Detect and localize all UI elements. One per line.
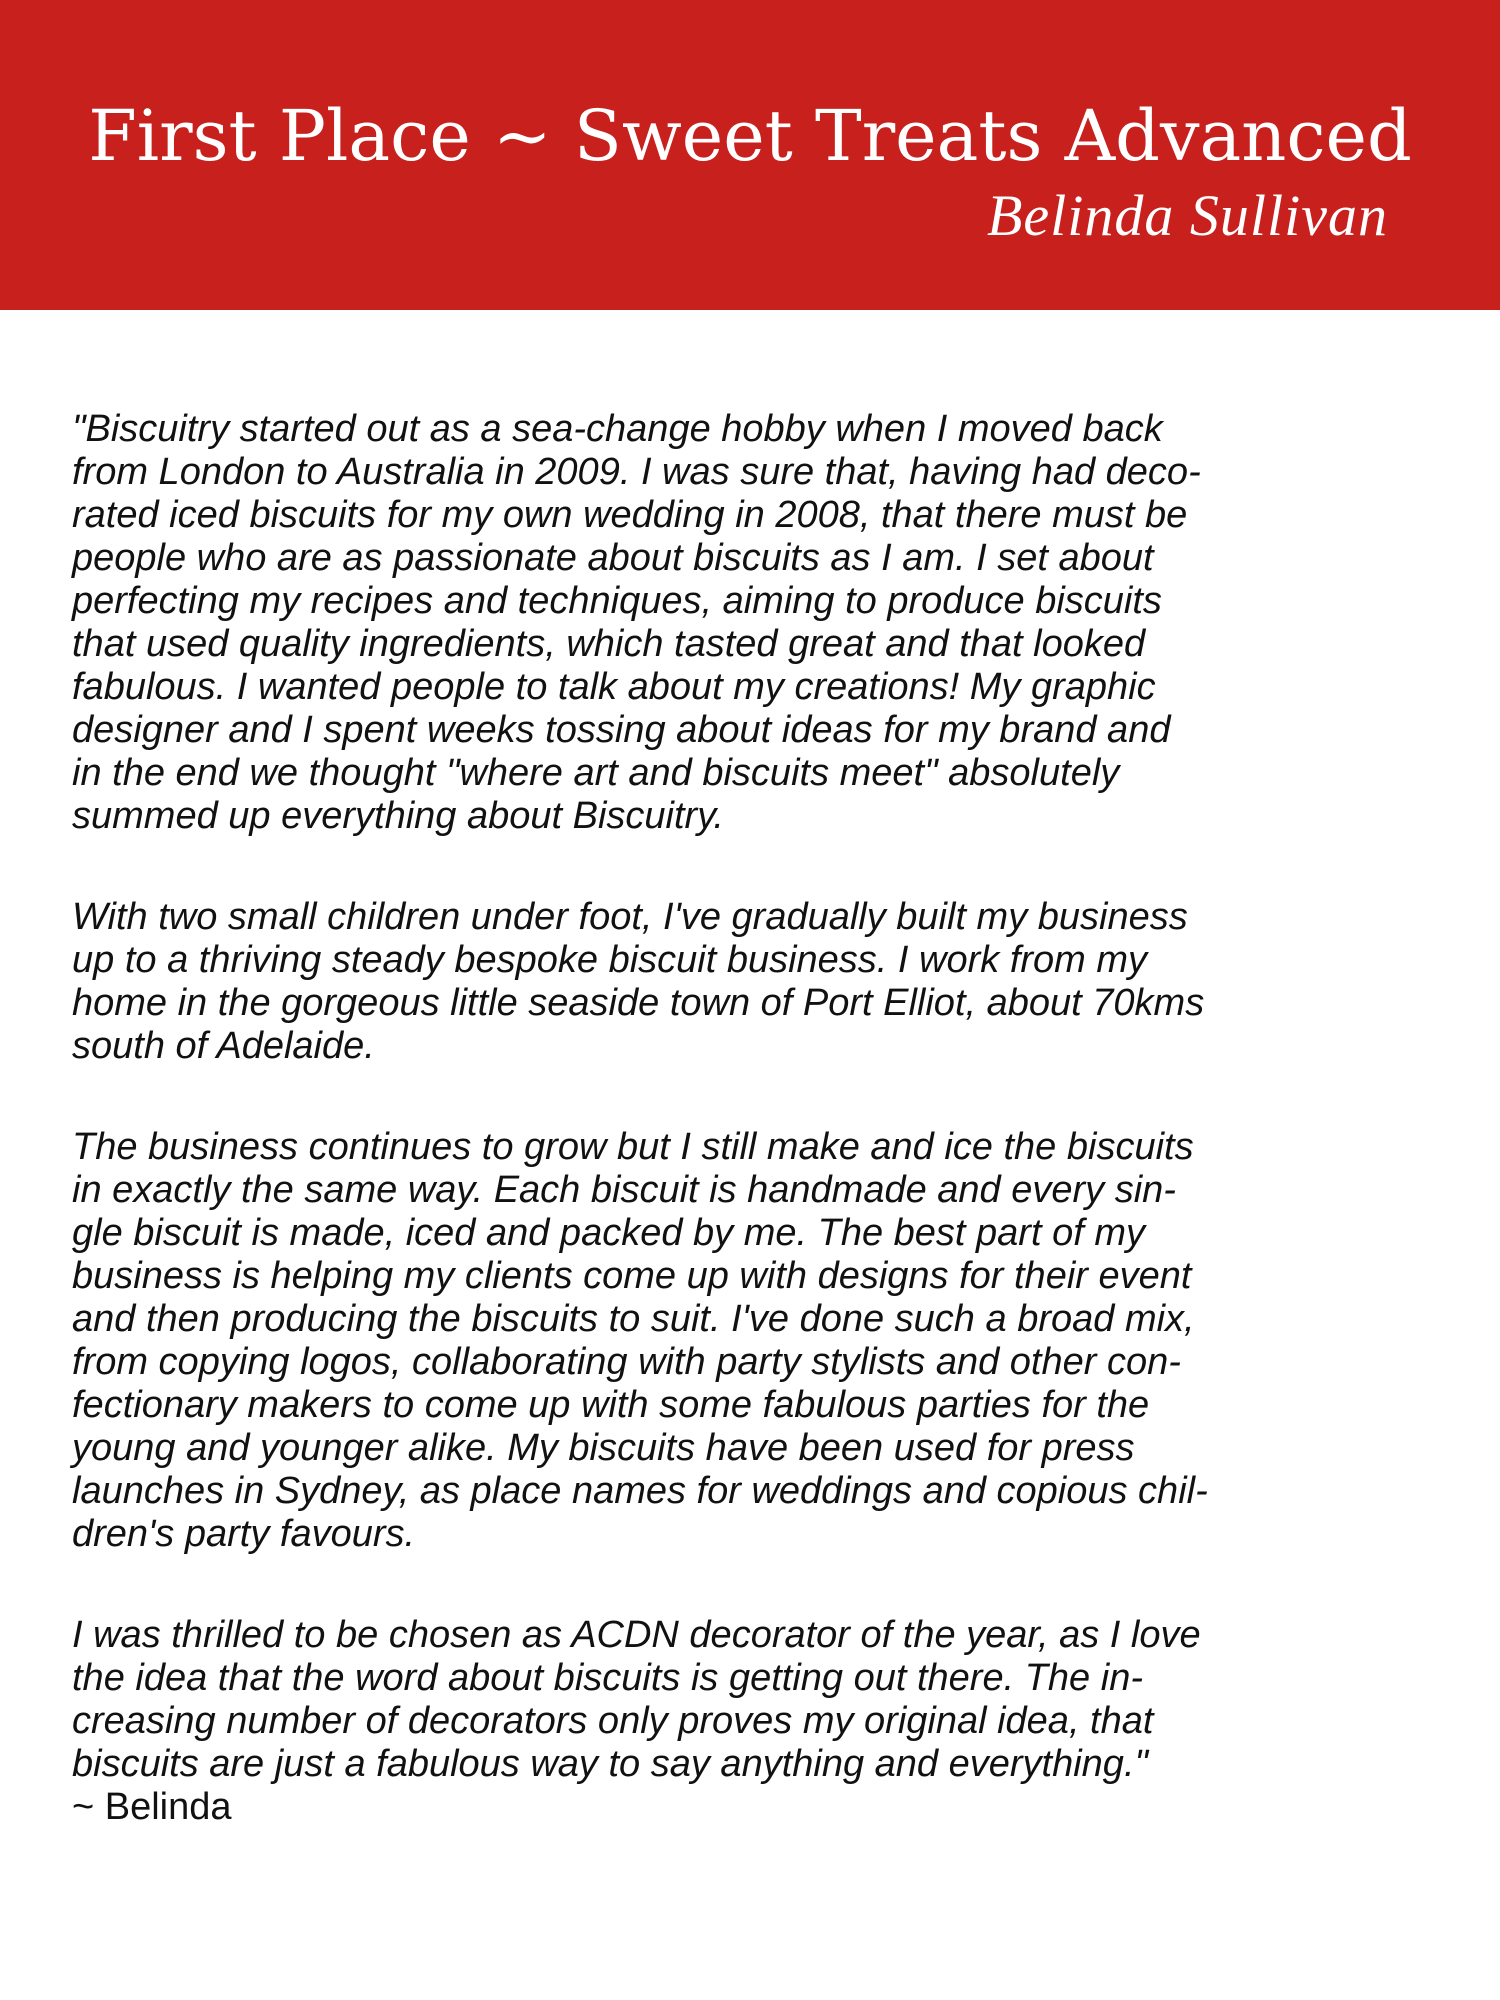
article-body xyxy=(72,408,1417,1829)
page-title: First Place ~ Sweet Treats Advanced xyxy=(88,95,1412,177)
paragraph-2: With two small children under foot, I've gradually built my business up to a thriving steady bespoke biscuit business. I work from my home in the gorgeous little seaside town of Port Elliot, about 70kms south of Adelaide. xyxy=(72,896,1205,1067)
paragraph-1: "Biscuitry started out as a sea-change hobby when I moved back from London to Australia in 2009. I was sure that, having had deco- rated iced biscuits for my own wedding in 2008, that there must be people who are as passionate about biscuits as I am. I set about perfecting my recipes and techniques, aiming to produce biscuits that used quality ingredients, which tasted great and that looked fabulous. I wanted people to talk about my creations! My graphic designer and I spent weeks tossing about ideas for my brand and in the end we thought "where art and biscuits meet" absolutely summed up everything about Biscuitry. xyxy=(72,408,1201,837)
signoff: ~ Belinda xyxy=(72,1786,232,1828)
header-band xyxy=(0,0,1500,310)
author-name: Belinda Sullivan xyxy=(987,183,1388,248)
paragraph-4: I was thrilled to be chosen as ACDN decorator of the year, as I love the idea that the word about biscuits is getting out there. The in- creasing number of decorators only proves my original idea, that biscuits are just a fabulous way to say anything and everything." xyxy=(72,1614,1201,1785)
paragraph-3: The business continues to grow but I still make and ice the biscuits in exactly the same way. Each biscuit is handmade and every sin- gle biscuit is made, iced and packed by me. The best part of my business is helping my clients come up with designs for their event and then producing the biscuits to suit. I've done such a broad mix, from copying logos, collaborating with party stylists and other con- fectionary makers to come up with some fabulous parties for the young and younger alike. My biscuits have been used for press launches in Sydney, as place names for weddings and copious chil- dren's party favours. xyxy=(72,1126,1208,1555)
